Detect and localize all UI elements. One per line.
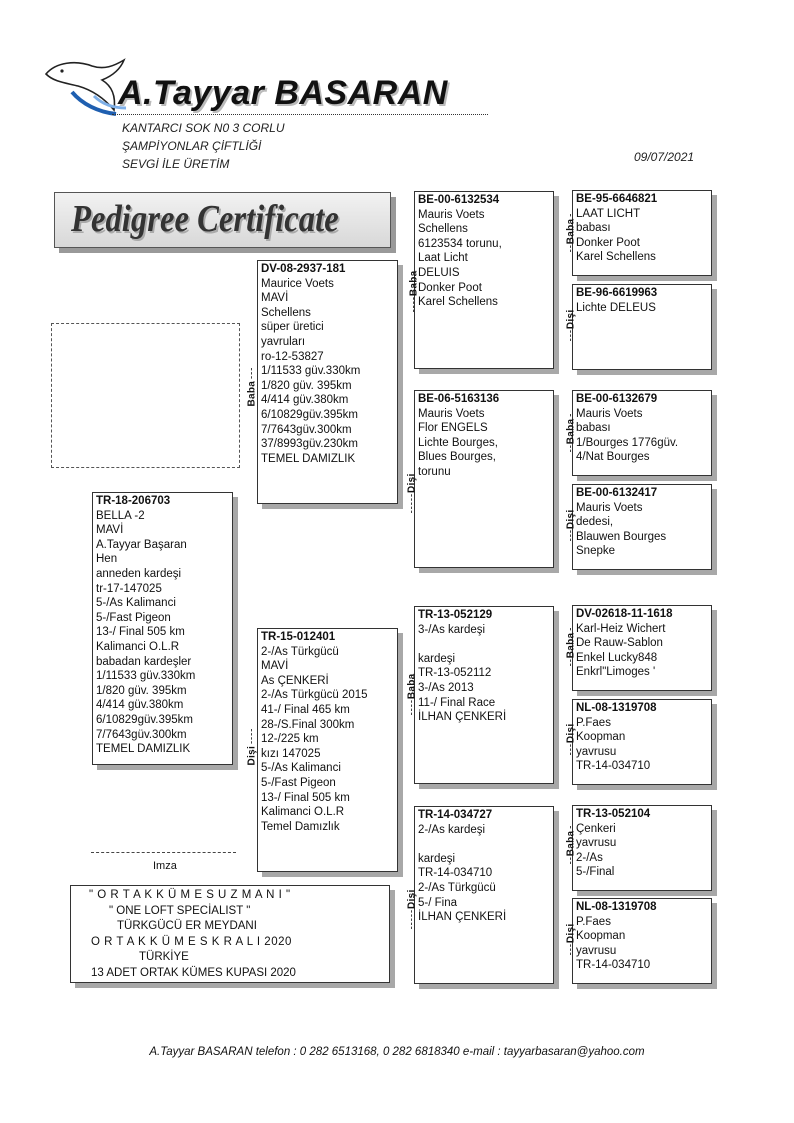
- grandsire-maternal-line: 3-/As kardeşi: [418, 623, 486, 636]
- granddam-paternal-box: [414, 390, 554, 568]
- granddam-paternal-line: Flor ENGELS: [418, 422, 488, 435]
- dam-line: Temel Damızlık: [261, 820, 340, 833]
- grandsire-paternal-line: Schellens: [418, 223, 468, 236]
- great-grandparent-ring: DV-02618-11-1618: [576, 608, 673, 620]
- great-grandparent-line: Snepke: [576, 545, 616, 558]
- great-grandparent-line: Enkrl"Limoges ': [576, 666, 656, 679]
- granddam-maternal-line: 2-/As Türkgücü: [418, 881, 496, 894]
- subject-line: 5-/Fast Pigeon: [96, 611, 171, 624]
- grandsire-paternal-line: Laat Licht: [418, 252, 468, 265]
- breeder-note-box: [70, 885, 390, 983]
- sire-side-label: - - - - Baba: [406, 673, 418, 716]
- subject-line: babadan kardeşler: [96, 655, 192, 668]
- sire-side-label: - - Baba -: [565, 214, 577, 253]
- granddam-maternal-line: 2-/As kardeşi: [418, 823, 486, 836]
- subject-line: 13-/ Final 505 km: [96, 626, 185, 639]
- great-grandparent-2-box: [572, 284, 712, 370]
- great-grandparent-line: P.Faes: [576, 716, 611, 729]
- sire-line: süper üretici: [261, 321, 324, 334]
- great-grandparent-ring: NL-08-1319708: [576, 901, 657, 913]
- dam-line: 12-/225 km: [261, 733, 319, 746]
- dam-side-label: - - - Dişi: [565, 309, 577, 342]
- great-grandparent-line: Mauris Voets: [576, 407, 643, 420]
- title-banner: [54, 192, 391, 248]
- breeder-note-line: " O R T A K K Ü M E S U Z M A N I ": [89, 889, 291, 901]
- sire-ring-number: DV-08-2937-181: [261, 263, 346, 275]
- sire-line: MAVİ: [261, 292, 289, 305]
- dam-line: 28-/S.Final 300km: [261, 718, 355, 731]
- subject-line: Hen: [96, 553, 118, 566]
- grandsire-maternal-line: 3-/As 2013: [418, 681, 474, 694]
- great-grandparent-line: Blauwen Bourges: [576, 530, 667, 543]
- granddam-maternal-ring: TR-14-034727: [418, 809, 493, 821]
- sire-box: [257, 260, 398, 504]
- breeder-note-line: 13 ADET ORTAK KÜMES KUPASI 2020: [91, 966, 296, 979]
- dam-side-label: - - - - - Dişi: [406, 889, 418, 930]
- granddam-paternal-line: Lichte Bourges,: [418, 436, 498, 449]
- sire-line: yavruları: [261, 335, 306, 348]
- great-grandparent-line: Çenkeri: [576, 822, 616, 835]
- great-grandparent-line: 2-/As: [576, 851, 603, 864]
- dam-box: [257, 628, 398, 872]
- dam-side-label: - - - Dişi: [565, 509, 577, 542]
- granddam-maternal-line: 5-/ Fina: [418, 896, 457, 909]
- granddam-maternal-line: TR-14-034710: [418, 867, 493, 880]
- great-grandparent-line: TR-14-034710: [576, 760, 651, 773]
- subject-line: A.Tayyar Başaran: [96, 538, 187, 551]
- subject-line: MAVİ: [96, 524, 124, 537]
- dam-side-label: - - - Dişi: [565, 723, 577, 756]
- dam-ring-number: TR-15-012401: [261, 631, 336, 643]
- grandsire-maternal-line: [418, 637, 550, 652]
- granddam-paternal-ring: BE-06-5163136: [418, 393, 500, 405]
- sire-line: 6/10829güv.395km: [261, 408, 358, 421]
- great-grandparent-line: Karel Schellens: [576, 251, 656, 264]
- great-grandparent-5-box: [572, 605, 712, 691]
- subject-line: BELLA -2: [96, 509, 145, 522]
- sire-line: 37/8993güv.230km: [261, 438, 358, 451]
- breeder-note-line: " ONE LOFT SPECİALIST ": [109, 904, 251, 917]
- great-grandparent-line: TR-14-034710: [576, 959, 651, 972]
- great-grandparent-ring: BE-95-6646821: [576, 193, 658, 205]
- grandsire-paternal-line: DELUIS: [418, 266, 460, 279]
- breeder-note-line: TÜRKİYE: [139, 951, 189, 963]
- great-grandparent-4-box: [572, 484, 712, 570]
- header-underline: [112, 114, 488, 115]
- great-grandparent-8-box: [572, 898, 712, 984]
- signature-line: [91, 852, 236, 853]
- subject-ring-number: TR-18-206703: [96, 495, 171, 507]
- dam-line: As ÇENKERİ: [261, 674, 329, 687]
- grandsire-maternal-line: 11-/ Final Race: [418, 696, 496, 709]
- subject-line: anneden kardeşi: [96, 567, 182, 580]
- granddam-paternal-line: torunu: [418, 465, 451, 478]
- great-grandparent-line: dedesi,: [576, 516, 614, 529]
- great-grandparent-line: Karl-Heiz Wichert: [576, 622, 666, 635]
- great-grandparent-line: yavrusu: [576, 944, 617, 957]
- grandsire-paternal-box: [414, 191, 554, 369]
- great-grandparent-line: 5-/Final: [576, 866, 615, 879]
- subject-line: 7/7643güv.300km: [96, 728, 187, 741]
- subject-line: tr-17-147025: [96, 582, 162, 595]
- dam-line: MAVİ: [261, 660, 289, 673]
- address-line-3: SEVGİ İLE ÜRETİM: [122, 157, 230, 171]
- great-grandparent-line: P.Faes: [576, 915, 611, 928]
- subject-line: 6/10829güv.395km: [96, 713, 193, 726]
- granddam-maternal-line: kardeşi: [418, 852, 456, 865]
- grandsire-paternal-line: 6123534 torunu,: [418, 237, 502, 250]
- grandsire-maternal-box: [414, 606, 554, 784]
- sire-side-label: - - - - Baba: [408, 270, 420, 313]
- great-grandparent-ring: BE-96-6619963: [576, 287, 658, 299]
- granddam-maternal-line: [418, 837, 550, 852]
- page-title: Pedigree Certificate: [71, 198, 339, 240]
- sire-line: Maurice Voets: [261, 277, 334, 290]
- great-grandparent-line: De Rauw-Sablon: [576, 637, 663, 650]
- signature-label: Imza: [153, 860, 177, 872]
- sire-line: ro-12-53827: [261, 350, 324, 363]
- dam-side-label: - - - - - Dişi: [406, 473, 418, 514]
- sire-side-label: - - Baba -: [565, 414, 577, 453]
- granddam-paternal-line: Blues Bourges,: [418, 451, 496, 464]
- great-grandparent-line: babası: [576, 222, 611, 235]
- sire-line: 1/820 güv. 395km: [261, 379, 352, 392]
- great-grandparent-3-box: [572, 390, 712, 476]
- great-grandparent-ring: TR-13-052104: [576, 808, 651, 820]
- great-grandparent-line: 1/Bourges 1776güv.: [576, 436, 679, 449]
- sire-side-label: - - Baba -: [565, 628, 577, 667]
- great-grandparent-line: 4/Nat Bourges: [576, 451, 650, 464]
- great-grandparent-line: yavrusu: [576, 745, 617, 758]
- dam-line: 5-/Fast Pigeon: [261, 776, 336, 789]
- photo-placeholder: [51, 323, 240, 468]
- great-grandparent-line: yavrusu: [576, 837, 617, 850]
- great-grandparent-line: Koopman: [576, 930, 626, 943]
- great-grandparent-line: Donker Poot: [576, 236, 640, 249]
- subject-line: Kalimanci O.L.R: [96, 640, 180, 653]
- dam-line: 2-/As Türkgücü 2015: [261, 689, 368, 702]
- granddam-paternal-line: Mauris Voets: [418, 407, 485, 420]
- granddam-maternal-box: [414, 806, 554, 984]
- great-grandparent-ring: BE-00-6132679: [576, 393, 658, 405]
- great-grandparent-line: LAAT LICHT: [576, 207, 641, 220]
- grandsire-paternal-line: Karel Schellens: [418, 296, 498, 309]
- address-line-1: KANTARCI SOK N0 3 CORLU: [122, 121, 285, 135]
- great-grandparent-ring: BE-00-6132417: [576, 487, 658, 499]
- dam-side-label: Dişi - - - -: [246, 729, 258, 766]
- great-grandparent-line: babası: [576, 422, 611, 435]
- sire-line: TEMEL DAMIZLIK: [261, 452, 356, 465]
- grandsire-paternal-ring: BE-00-6132534: [418, 194, 500, 206]
- subject-line: 4/414 güv.380km: [96, 699, 184, 712]
- sire-line: 4/414 güv.380km: [261, 394, 349, 407]
- certificate-date: 09/07/2021: [634, 150, 695, 164]
- grandsire-paternal-line: Donker Poot: [418, 281, 482, 294]
- great-grandparent-line: Mauris Voets: [576, 501, 643, 514]
- grandsire-maternal-line: İLHAN ÇENKERİ: [418, 711, 507, 724]
- great-grandparent-line: Enkel Lucky848: [576, 651, 658, 664]
- great-grandparent-line: Lichte DELEUS: [576, 301, 656, 314]
- address-line-2: ŞAMPİYONLAR ÇİFTLİĞİ: [122, 139, 262, 153]
- great-grandparent-7-box: [572, 805, 712, 891]
- breeder-note-line: O R T A K K Ü M E S K R A L I 2020: [91, 935, 292, 948]
- great-grandparent-ring: NL-08-1319708: [576, 702, 657, 714]
- grandsire-maternal-line: kardeşi: [418, 652, 456, 665]
- grandsire-maternal-ring: TR-13-052129: [418, 609, 493, 621]
- breeder-name: A.Tayyar BASARAN: [118, 74, 448, 112]
- sire-line: 1/11533 güv.330km: [261, 365, 361, 378]
- dam-line: 41-/ Final 465 km: [261, 703, 350, 716]
- subject-line: 1/820 güv. 395km: [96, 684, 187, 697]
- sire-side-label: Baba - - -: [246, 368, 258, 407]
- dam-side-label: - - - Dişi: [565, 923, 577, 956]
- granddam-maternal-line: İLHAN ÇENKERİ: [418, 911, 507, 924]
- grandsire-paternal-line: Mauris Voets: [418, 208, 485, 221]
- subject-line: TEMEL DAMIZLIK: [96, 743, 191, 756]
- dam-line: 2-/As Türkgücü: [261, 645, 339, 658]
- subject-pigeon-box: [92, 492, 233, 765]
- dam-line: 13-/ Final 505 km: [261, 791, 350, 804]
- grandsire-maternal-line: TR-13-052112: [418, 667, 492, 680]
- subject-line: 5-/As Kalimanci: [96, 597, 176, 610]
- dam-line: 5-/As Kalimanci: [261, 762, 341, 775]
- great-grandparent-1-box: [572, 190, 712, 276]
- dam-line: kızı 147025: [261, 747, 321, 760]
- subject-line: 1/11533 güv.330km: [96, 670, 196, 683]
- sire-line: 7/7643güv.300km: [261, 423, 352, 436]
- sire-line: Schellens: [261, 306, 311, 319]
- sire-side-label: - - Baba -: [565, 826, 577, 865]
- contact-footer: A.Tayyar BASARAN telefon : 0 282 6513168, 0 282 6818340 e-mail : tayyarbasaran@yahoo.com: [149, 1046, 645, 1058]
- dam-line: Kalimanci O.L.R: [261, 806, 345, 819]
- breeder-note-line: TÜRKGÜCÜ ER MEYDANI: [117, 920, 257, 932]
- great-grandparent-6-box: [572, 699, 712, 785]
- great-grandparent-line: Koopman: [576, 731, 626, 744]
